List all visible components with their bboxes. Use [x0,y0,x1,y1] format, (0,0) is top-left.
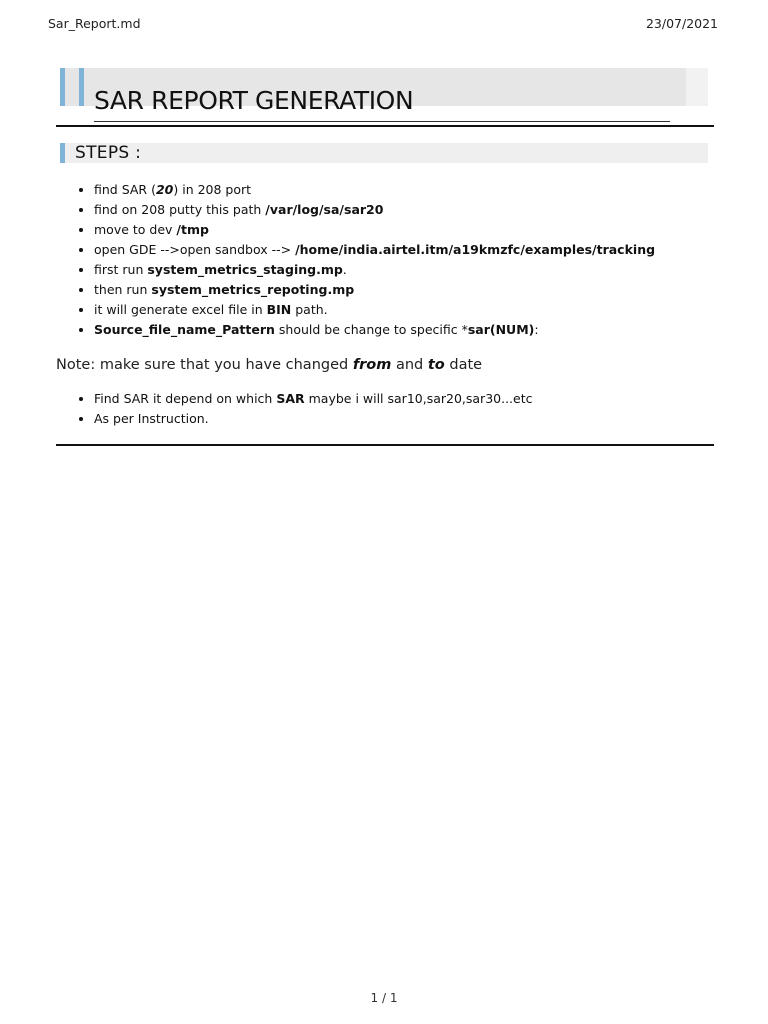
title-box-edge [686,68,708,106]
list-item: • open GDE -->open sandbox --> /home/india.airtel.itm/a19kmzfc/examples/tracking [94,240,655,260]
header-date: 23/07/2021 [645,16,718,31]
page-number: 1 / 1 [370,991,398,1005]
list-item: • it will generate excel file in BIN path. [94,300,655,320]
title-accent-bar [60,68,65,106]
extra-list [76,389,533,429]
list-item: • Find SAR it depend on which SAR maybe i will sar10,sar20,sar30...etc [94,389,533,409]
title-block [60,68,708,115]
steps-heading-block [60,143,708,163]
list-item: • move to dev /tmp [94,220,655,240]
steps-list [76,180,655,340]
header-filename: Sar_Report.md [48,16,141,31]
list-item: • then run system_metrics_repoting.mp [94,280,655,300]
divider [56,125,714,127]
list-item: • first run system_metrics_staging.mp. [94,260,655,280]
title-accent-bar [79,68,84,106]
note-text: Note: make sure that you have changed from and to date [56,357,483,373]
steps-accent-bar [60,143,65,163]
list-item: • find SAR (20) in 208 port [94,180,655,200]
list-item: • As per Instruction. [94,409,533,429]
page-title: SAR REPORT GENERATION [94,85,670,122]
list-item: • Source_file_name_Pattern should be change to specific *sar(NUM): [94,320,655,340]
list-item: • find on 208 putty this path /var/log/sa/sar20 [94,200,655,220]
divider [56,444,714,446]
steps-heading: STEPS : [75,143,142,163]
